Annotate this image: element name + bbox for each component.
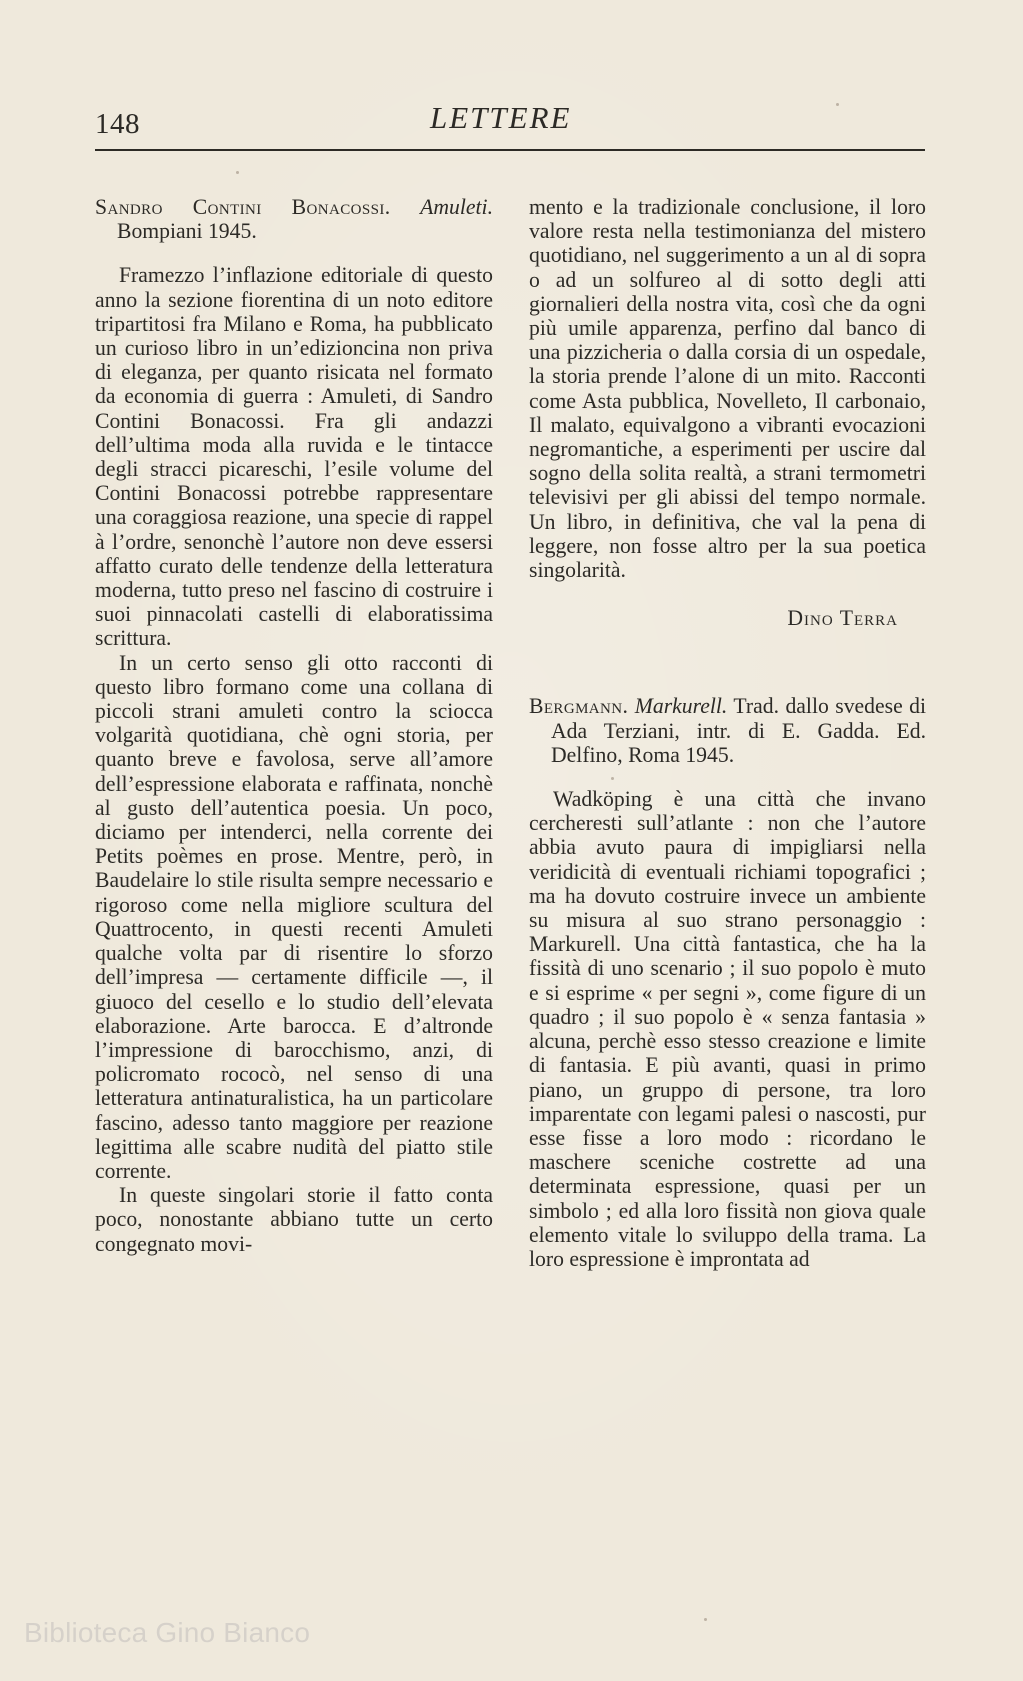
book-title: Markurell. xyxy=(634,694,728,719)
right-column xyxy=(529,195,926,1271)
translation-publisher-info: Trad. dallo svedese di Ada Terziani, intr. di E. Gadda. Ed. Delfino, Roma 1945. xyxy=(551,694,927,767)
review-author: Bergmann. xyxy=(529,694,629,719)
left-column xyxy=(95,195,493,1256)
paper-speck xyxy=(611,777,614,780)
review-paragraph: In queste singolari storie il fatto conta poco, nonostante abbiano tutte un certo congegnato movi- xyxy=(95,1183,493,1256)
header-rule xyxy=(95,149,925,151)
reviewer-signature: Dino Terra xyxy=(787,606,898,631)
review-continuation: mento e la tradizionale conclusione, il loro valore resta nella testimonianza del mistero quotidiano, nel suggerimento a un al di sopra o ad un solfureo al di sotto degli atti giornalieri della nostra vita, così che da ogni più umile apparenza, perfino dal banco di una pizzicheria o dalla corsia di un ospedale, la storia prende l’alone di un mito. Racconti come Asta pubblica, Novelleto, Il carbonaio, Il malato, equivalgono a vibranti evocazioni negromantiche, a esperimenti per uscire dal sogno della solita realtà, a strani termometri televisivi per gli abissi del tempo normale. Un libro, in definitiva, che val la pena di leggere, non fosse altro per la sua poetica singolarità. xyxy=(529,195,926,583)
review-paragraph: Framezzo l’inflazione editoriale di questo anno la sezione fiorentina di un noto editore tripartitosi fra Milano e Roma, ha pubblicato un curioso libro in un’edizioncina non priva di eleganza, per quanto risicata nel formato da economia di guerra : Amuleti, di Sandro Contini Bonacossi. Fra gli andazzi dell’ultima moda alla ruvida e le tintacce degli stracci picareschi, l’esile volume del Contini Bonacossi potrebbe rappresentare una coraggiosa reazione, una specie di rappel à l’ordre, senonchè l’autore non deve essersi affatto curato delle tendenze della letteratura moderna, tutto preso nel fascino di costruire i suoi pinnacolati castelli di elaboratissima scrittura. xyxy=(95,263,493,651)
publisher-info: Bompiani 1945. xyxy=(117,219,257,244)
review-heading-bergmann xyxy=(529,694,926,767)
review-heading-contini xyxy=(95,195,493,243)
paper-speck xyxy=(836,103,839,106)
page-number: 148 xyxy=(95,108,140,140)
paper-speck xyxy=(704,1618,707,1621)
review-entry-bergmann xyxy=(529,694,926,1271)
review-paragraph: In un certo senso gli otto racconti di questo libro formano come una collana di piccoli strani amuleti contro la sciocca volgarità quotidiana, chè ogni storia, per quanto breve e favolosa, serve all’amore dell’espressione elaborata e raffinata, nonchè al gusto dell’autentica poesia. Un poco, diciamo per intenderci, nella corrente dei Petits poèmes en prose. Mentre, però, in Baudelaire lo stile risulta sempre necessario e rigoroso come nella migliore scultura del Quattrocento, in questi recenti Amuleti qualche volta par di risentire lo sforzo dell’impresa — certamente difficile —, il giuoco del cesello e lo studio dell’elevata elaborazione. Arte barocca. E d’altronde l’impressione di barocchismo, anzi, di policromato rococò, nel senso di una letteratura antinaturalistica, ha un particolare fascino, adesso tanto maggiore per reazione legittima alle scabre nudità del piatto stile corrente. xyxy=(95,650,493,1183)
book-title: Amuleti. xyxy=(420,195,493,219)
running-title: LETTERE xyxy=(430,100,572,135)
review-paragraph: Wadköping è una città che invano cercheresti sull’atlante : non che l’autore abbia avuto paura di impigliarsi nella veridicità di eventuali richiami topografici ; ma ha dovuto costruire invece un ambiente su misura al suo strano personaggio : Markurell. Una città fantastica, che ha la fissità di uno scenario ; il suo popolo è muto e si esprime « per segni », come figure di un quadro ; il suo popolo è « senza fantasia » alcuna, perchè esso stesso creazione e limite di fantasia. E più avanti, quasi in primo piano, un gruppo di persone, tra loro imparentate con legami palesi o nascosti, pur esse fisse a loro modo : ricordano le maschere sceniche costrette ad una determinata espressione, quasi per un simbolo ; ed alla loro fissità non giova quale elemento vitale lo sviluppo della trama. La loro espressione è improntata ad xyxy=(529,787,926,1271)
review-author: Sandro Contini Bonacossi. xyxy=(95,195,391,219)
paper-speck xyxy=(236,171,239,174)
library-watermark: Biblioteca Gino Bianco xyxy=(24,1617,311,1648)
page-header xyxy=(95,96,925,146)
